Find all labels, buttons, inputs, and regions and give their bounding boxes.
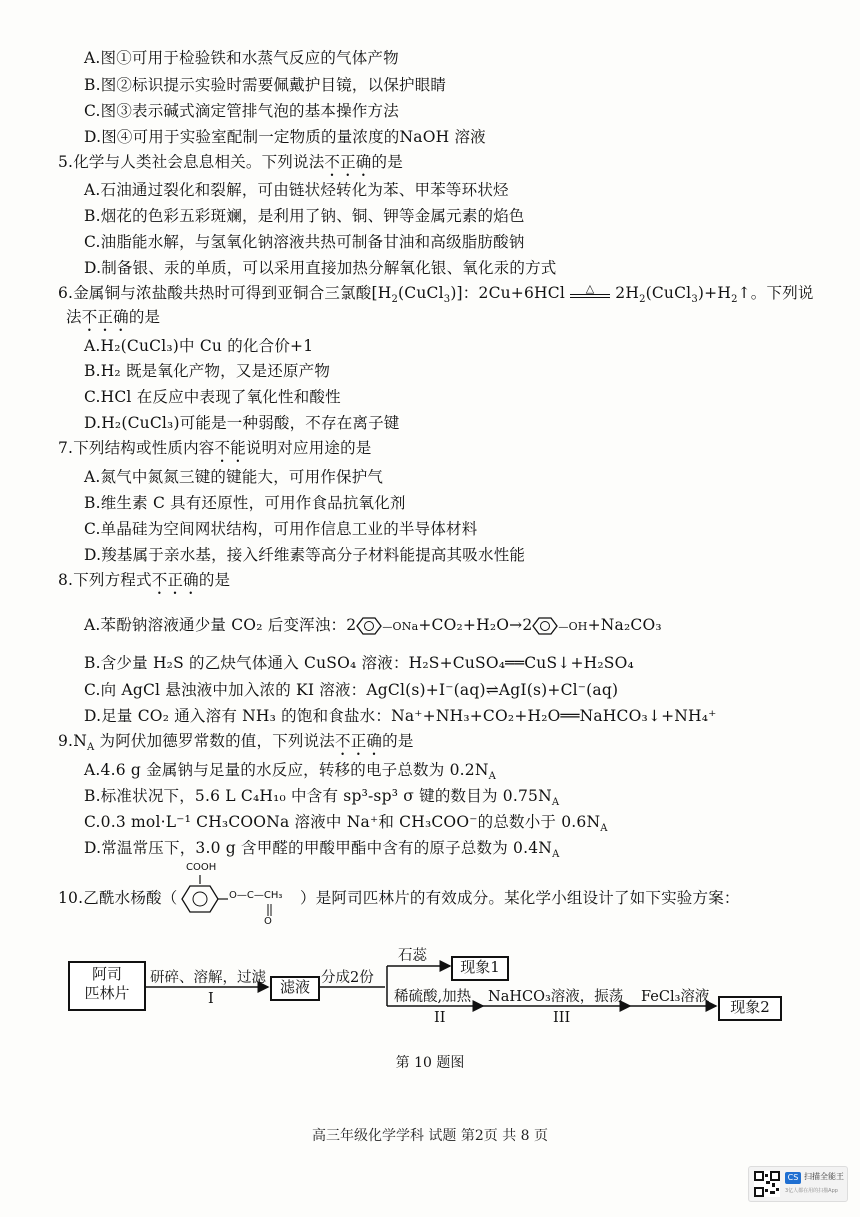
flow-phenomenon2-box: 现象2 (718, 996, 782, 1021)
flow-step2-num: II (434, 1010, 446, 1026)
q4-option-c: C.图③表示碱式滴定管排气泡的基本操作方法 (84, 102, 399, 120)
q7-option-c: C.单晶硅为空间网状结构，可用作信息工业的半导体材料 (84, 520, 478, 538)
benzene-ring-icon (532, 616, 558, 636)
flow-step3-num: III (553, 1010, 571, 1026)
q10-stem-prefix: 10.乙酰水杨酸（ (58, 889, 178, 907)
heat-condition: △ (585, 282, 595, 295)
q7-option-b: B.维生素 C 具有还原性，可用作食品抗氧化剂 (84, 494, 406, 512)
flow-acid-label: 稀硫酸,加热 (394, 989, 472, 1005)
flow-nahco3-label: NaHCO₃溶液，振荡 (488, 989, 624, 1005)
q10-stem-suffix: ）是阿司匹林片的有效成分。某化学小组设计了如下实验方案： (300, 889, 740, 907)
scanner-watermark (748, 1166, 848, 1202)
benzene-ring-icon (356, 616, 382, 636)
q6-option-c: C.HCl 在反应中表现了氧化性和酸性 (84, 388, 341, 406)
figure-caption: 第 10 题图 (395, 1055, 465, 1071)
q5-option-c: C.油脂能水解，与氢氧化钠溶液共热可制备甘油和高级脂肪酸钠 (84, 233, 525, 251)
cooh-label: COOH (186, 862, 217, 873)
q9-option-c: C.0.3 mol·L⁻¹ CH₃COONa 溶液中 Na⁺和 CH₃COO⁻的总数小于 $0.6N_A$ (84, 813, 608, 835)
q6-option-d: D.H₂(CuCl₃)可能是一种弱酸，不存在离子键 (84, 414, 400, 432)
q5-option-d: D.制备银、汞的单质，可以采用直接加热分解氧化银、氧化汞的方式 (84, 259, 557, 277)
flow-start-line1: 阿司 (91, 965, 122, 983)
q4-option-b: B.图②标识提示实验时需要佩戴护目镜，以保护眼睛 (84, 76, 447, 94)
flow-diagram (0, 940, 860, 1040)
q9-option-a: A.4.6 g 金属钠与足量的水反应，转移的电子总数为 $0.2N_A$ (84, 761, 497, 783)
cs-logo: CS (785, 1172, 801, 1184)
q8-stem: 8.下列方程式不正确的是 (58, 571, 231, 589)
q7-option-d: D.羧基属于亲水基，接入纤维素等高分子材料能提高其吸水性能 (84, 546, 526, 564)
q8-option-d: D.足量 CO₂ 通入溶有 NH₃ 的饱和食盐水：Na⁺+NH₃+CO₂+H₂O══NaHCO₃↓+NH₄⁺ (84, 707, 717, 725)
q8-option-a: A.苯酚钠溶液通少量 CO₂ 后变浑浊：2 —ONa+CO₂+H₂O→2 —OH+Na₂CO₃ (84, 616, 662, 634)
q9-option-b: B.标准状况下，5.6 L C₄H₁₀ 中含有 sp³-sp³ σ 键的数目为 $0.75N_A$ (84, 787, 560, 809)
flow-step1-label: 研碎、溶解，过滤 (150, 970, 266, 986)
ester-group-label: O—C—CH₃ (229, 890, 283, 901)
q9-option-d: D.常温常压下，3.0 g 含甲醛的甲酸甲酯中含有的原子总数为 $0.4N_A$ (84, 839, 560, 861)
flow-start-line2: 匹林片 (84, 984, 130, 1002)
q6-option-a: A.H₂(CuCl₃)中 Cu 的化合价+1 (84, 337, 314, 355)
q5-option-a: A.石油通过裂化和裂解，可由链状烃转化为苯、甲苯等环状烃 (84, 181, 509, 199)
q8-option-b: B.含少量 H₂S 的乙炔气体通入 CuSO₄ 溶液：H₂S+CuSO₄══CuS↓+H₂SO₄ (84, 654, 634, 672)
q5-stem: 5.化学与人类社会息息相关。下列说法不正确的是 (58, 153, 403, 171)
qr-code-icon (754, 1171, 780, 1197)
flow-start-box (68, 961, 146, 1011)
page-footer: 高三年级化学学科 试题 第2页 共 8 页 (311, 1128, 549, 1144)
flow-filtrate-box: 滤液 (270, 976, 320, 1001)
q6-stem-line2: 法不正确的是 (66, 308, 161, 326)
acetylsalicylic-acid-structure (176, 862, 302, 928)
carbonyl-o-label: O (264, 916, 272, 927)
flow-fecl3-label: FeCl₃溶液 (641, 989, 710, 1005)
q5-option-b: B.烟花的色彩五彩斑斓，是利用了钠、铜、钾等金属元素的焰色 (84, 207, 525, 225)
flow-phenomenon1-box: 现象1 (451, 956, 509, 981)
flow-step1-num: I (208, 991, 214, 1007)
q4-option-a: A.图①可用于检验铁和水蒸气反应的气体产物 (84, 49, 399, 67)
q7-option-a: A.氮气中氮氮三键的键能大，可用作保护气 (84, 468, 384, 486)
q6-option-b: B.H₂ 既是氧化产物，又是还原产物 (84, 362, 331, 380)
scanner-tagline: 3亿人都在用的扫描App (785, 1188, 838, 1194)
q9-stem: $9.N_A$ 为阿伏加德罗常数的值，下列说法不正确的是 (58, 732, 414, 754)
flow-split-label: 分成2份 (321, 970, 374, 986)
q4-option-d: D.图④可用于实验室配制一定物质的量浓度的NaOH 溶液 (84, 128, 486, 146)
scanner-name: 扫描全能王 (804, 1172, 844, 1181)
q6-stem: 6.金属铜与浓盐酸共热时可得到亚铜合三氯酸$[H_2(CuCl_3)]$：2Cu+6HCl △ $2H_2(CuCl_3)+H_2↑$。下列说 (58, 283, 814, 303)
q7-stem: 7.下列结构或性质内容不能说明对应用途的是 (58, 439, 372, 457)
q8-option-c: C.向 AgCl 悬浊液中加入浓的 KI 溶液：AgCl(s)+I⁻(aq)⇌AgI(s)+Cl⁻(aq) (84, 681, 619, 699)
flow-litmus-label: 石蕊 (398, 948, 427, 964)
